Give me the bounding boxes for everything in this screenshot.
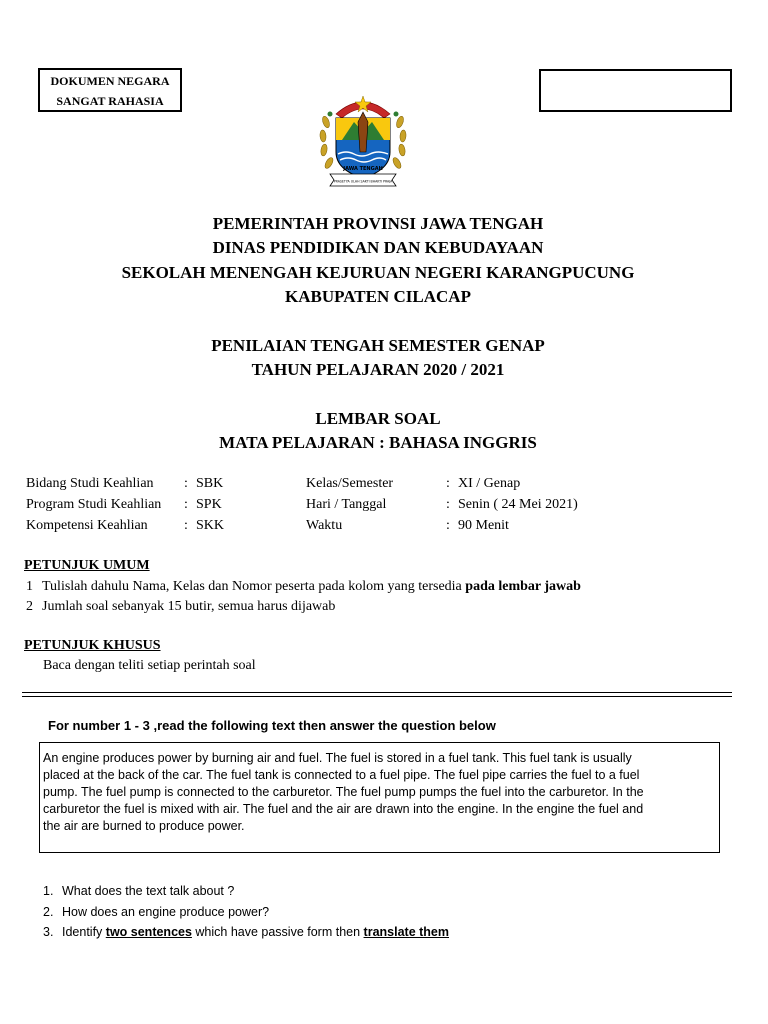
question-text: Identify bbox=[62, 925, 106, 939]
list-text: Tulislah dahulu Nama, Kelas dan Nomor peserta pada kolom yang tersedia bbox=[42, 579, 466, 594]
passage-line: pump. The fuel pump is connected to the carburetor. The fuel pump pumps the fuel into the carburetor. In the bbox=[43, 785, 644, 799]
general-instructions-heading: PETUNJUK UMUM bbox=[24, 558, 150, 573]
passage-line: the air are burned to produce power. bbox=[43, 819, 245, 833]
info-label: Kompetensi Keahlian bbox=[26, 518, 148, 533]
info-colon: : bbox=[184, 497, 188, 512]
info-value: 90 Menit bbox=[458, 518, 509, 533]
info-label: Program Studi Keahlian bbox=[26, 497, 162, 512]
classification-box bbox=[38, 68, 182, 112]
subject-title: MATA PELAJARAN : BAHASA INGGRIS bbox=[219, 433, 537, 452]
question-number: 2. bbox=[43, 905, 54, 919]
header-line-2: DINAS PENDIDIKAN DAN KEBUDAYAAN bbox=[212, 238, 544, 257]
header-line-3: SEKOLAH MENENGAH KEJURUAN NEGERI KARANGPUCUNG bbox=[121, 263, 635, 282]
sheet-title: LEMBAR SOAL bbox=[315, 409, 441, 428]
divider bbox=[22, 696, 732, 697]
header-line-1: PEMERINTAH PROVINSI JAWA TENGAH bbox=[212, 214, 544, 233]
question-item bbox=[43, 903, 269, 921]
info-colon: : bbox=[446, 476, 450, 491]
divider bbox=[22, 692, 732, 693]
question-emphasis: two sentences bbox=[105, 925, 192, 939]
reading-instruction: For number 1 - 3 ,read the following text then answer the question below bbox=[48, 718, 496, 733]
provincial-emblem-icon bbox=[316, 92, 410, 196]
header-line-4: KABUPATEN CILACAP bbox=[285, 287, 471, 306]
question-item bbox=[43, 882, 234, 900]
question-number: 3. bbox=[43, 925, 54, 939]
exam-title: PENILAIAN TENGAH SEMESTER GENAP bbox=[211, 336, 545, 355]
emblem-motto-text: PRASETYA ULAH SAKTI BHAKTI PRAJA bbox=[333, 179, 393, 184]
info-label: Kelas/Semester bbox=[306, 476, 394, 491]
list-number: 2 bbox=[26, 599, 33, 614]
list-item bbox=[26, 578, 581, 596]
question-emphasis: translate them bbox=[363, 925, 449, 939]
classification-line-2: SANGAT RAHASIA bbox=[56, 94, 164, 108]
question-item bbox=[43, 923, 449, 941]
reading-passage bbox=[39, 742, 720, 853]
classification-line-1: DOKUMEN NEGARA bbox=[50, 74, 170, 88]
question-text: How does an engine produce power? bbox=[62, 905, 270, 919]
question-number: 1. bbox=[43, 884, 54, 898]
info-label: Waktu bbox=[306, 518, 343, 533]
passage-line: carburetor the fuel is mixed with air. The fuel and the air are drawn into the engine. In the engine the fuel and bbox=[43, 802, 644, 816]
academic-year: TAHUN PELAJARAN 2020 / 2021 bbox=[251, 360, 505, 379]
info-label: Bidang Studi Keahlian bbox=[26, 476, 154, 491]
info-value: SKK bbox=[196, 518, 225, 533]
question-text: which have passive form then bbox=[191, 925, 364, 939]
emblem-banner-text: JAWA TENGAH bbox=[343, 166, 383, 172]
specific-instructions-heading: PETUNJUK KHUSUS bbox=[24, 638, 161, 653]
info-value: SPK bbox=[196, 497, 222, 512]
info-colon: : bbox=[446, 518, 450, 533]
info-value: XI / Genap bbox=[458, 476, 521, 491]
question-text: What does the text talk about ? bbox=[62, 884, 235, 898]
info-colon: : bbox=[446, 497, 450, 512]
info-colon: : bbox=[184, 518, 188, 533]
specific-instruction-text: Baca dengan teliti setiap perintah soal bbox=[43, 658, 256, 673]
info-value: Senin ( 24 Mei 2021) bbox=[458, 497, 578, 512]
list-item bbox=[26, 598, 335, 616]
info-label: Hari / Tanggal bbox=[306, 497, 387, 512]
exam-code-box bbox=[539, 69, 732, 112]
list-text-bold: pada lembar jawab bbox=[465, 579, 581, 594]
passage-line: An engine produces power by burning air and fuel. The fuel is stored in a fuel tank. This fuel tank is usually bbox=[43, 751, 632, 765]
passage-line: placed at the back of the car. The fuel tank is connected to a fuel pipe. The fuel pipe carries the fuel to a fuel bbox=[43, 768, 640, 782]
list-number: 1 bbox=[26, 579, 33, 594]
info-colon: : bbox=[184, 476, 188, 491]
list-text: Jumlah soal sebanyak 15 butir, semua harus dijawab bbox=[42, 599, 336, 614]
info-value: SBK bbox=[196, 476, 224, 491]
